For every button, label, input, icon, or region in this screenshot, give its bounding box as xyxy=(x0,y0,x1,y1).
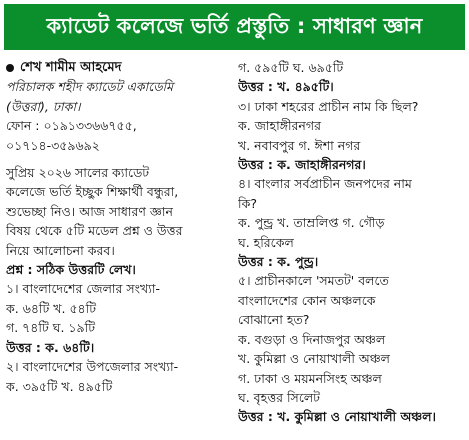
author-phone-line: ০১৭১৪-৩৫৯৬৯২ xyxy=(6,137,100,153)
author-designation-line: (উত্তরা), ঢাকা। xyxy=(6,98,81,114)
author-name: শেখ শামীম আহমেদ xyxy=(20,60,122,75)
qa-line: ক. ৬৪টি খ. ৫৪টি xyxy=(6,300,97,316)
qa-line: বোঝানো হত? xyxy=(238,312,310,328)
answer-line: উত্তর : ক. জাহাঙ্গীরনগর। xyxy=(238,157,366,173)
qa-line: ক. পুন্ড্র খ. তাম্রলিপ্ত গ. গৌড় xyxy=(238,215,385,231)
answer-line: উত্তর : খ. কুমিল্লা ও নোয়াখালী অঞ্চল। xyxy=(238,409,437,425)
author-line xyxy=(6,58,228,77)
intro-line: কলেজে ভর্তি ইচ্ছুক শিক্ষার্থী বন্ধুরা, xyxy=(6,184,179,200)
intro-line: নিয়ে আলোচনা করব। xyxy=(6,242,115,258)
right-column xyxy=(238,58,464,427)
answer-line: উত্তর : খ. ৪৯৫টি। xyxy=(238,79,334,95)
intro-line: সুপ্রিয় ২০২৬ সালের ক্যাডেট xyxy=(6,165,150,181)
qa-line: ৪। বাংলার সর্বপ্রাচীন জনপদের নাম xyxy=(238,176,412,192)
article-title: ক্যাডেট কলেজে ভর্তি প্রস্তুতি : সাধারণ জ্ঞান xyxy=(46,13,423,38)
qa-line: ঘ. বৃহত্তর সিলেট xyxy=(238,389,320,405)
answer-line: উত্তর : ক. পুন্ড্র। xyxy=(238,254,319,270)
qa-line: ক. ৩৯৫টি খ. ৪৯৫টি xyxy=(6,378,113,394)
qa-line: ২। বাংলাদেশের উপজেলার সংখ্যা- xyxy=(6,359,179,375)
qa-line: ৩। ঢাকা শহরের প্রাচীন নাম কি ছিল? xyxy=(238,98,419,114)
qa-line: ক. বগুড়া ও দিনাজপুর অঞ্চল xyxy=(238,331,386,347)
qa-line: ১। বাংলাদেশের জেলার সংখ্যা- xyxy=(6,281,160,297)
qa-line: ক. জাহাঙ্গীরনগর xyxy=(238,118,321,134)
qa-line: খ. নবাবপুর গ. ঈশা নগর xyxy=(238,137,361,153)
intro-line: শুভেচ্ছা নিও। আজ সাধারণ জ্ঞান xyxy=(6,203,173,219)
qa-line: ঘ. হরিকেল xyxy=(238,234,294,250)
intro-line: বিষয় থেকে ৫টি মডেল প্রশ্ন ও উত্তর xyxy=(6,223,183,239)
qa-line: বাংলাদেশের কোন অঞ্চলকে xyxy=(238,292,376,308)
qa-line: কি? xyxy=(238,195,257,211)
answer-line: উত্তর : ক. ৬৪টি। xyxy=(6,339,95,355)
qa-line: খ. কুমিল্লা ও নোয়াখালী অঞ্চল xyxy=(238,351,390,367)
qa-line: গ. ঢাকা ও ময়মনসিংহ অঞ্চল xyxy=(238,370,382,386)
qa-line: ৫। প্রাচীনকালে 'সমতট' বলতে xyxy=(238,273,389,289)
author-designation-line: পরিচালক শহীদ ক্যাডেট একাডেমি xyxy=(6,79,174,95)
qa-line: গ. ৭৪টি ঘ. ১৯টি xyxy=(6,320,96,336)
instruction-line: প্রশ্ন : সঠিক উত্তরটি লেখ। xyxy=(6,262,136,278)
left-column xyxy=(6,58,228,396)
author-phone-line: ফোন : ০১৯১৩৩৬৬৭৫৫, xyxy=(6,118,137,134)
qa-line: গ. ৫৯৫টি ঘ. ৬৯৫টি xyxy=(238,60,344,75)
bullet-icon xyxy=(6,64,14,72)
article-title-banner xyxy=(4,4,465,50)
